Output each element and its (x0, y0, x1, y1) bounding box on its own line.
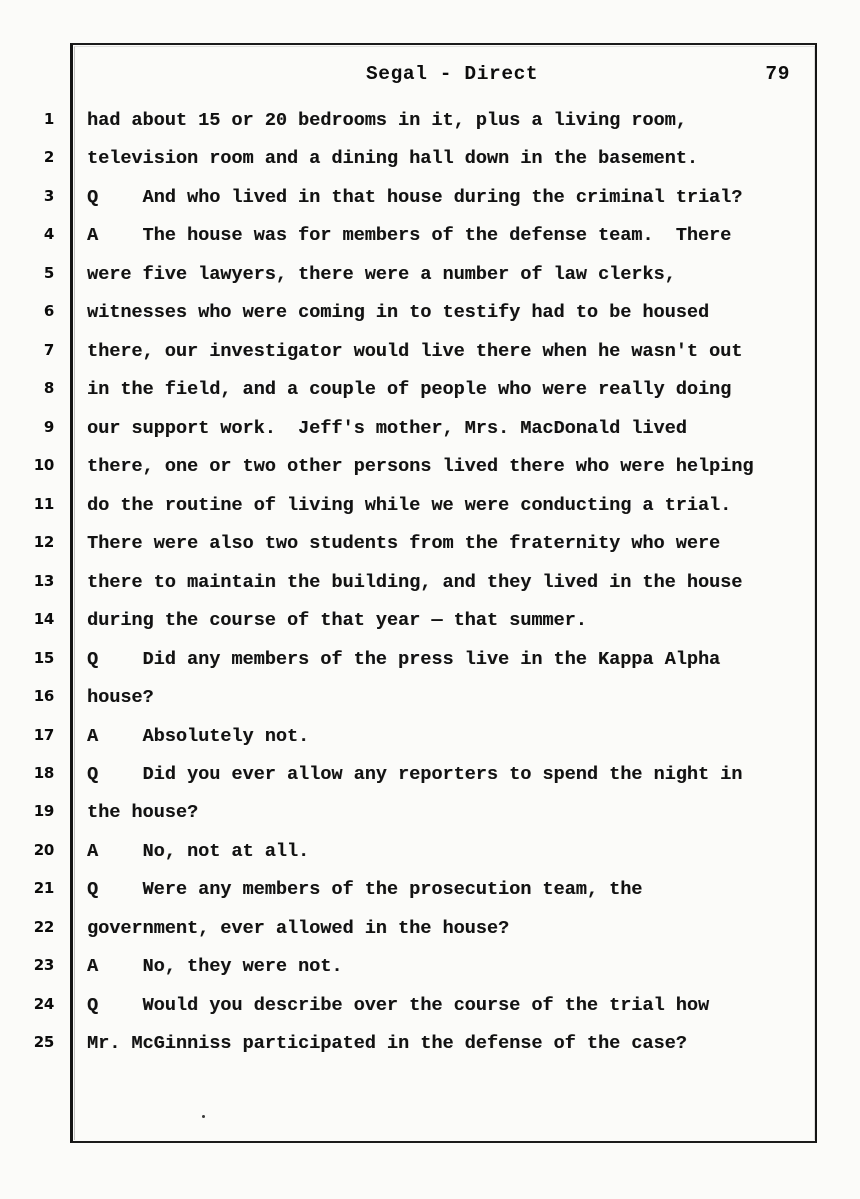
page-border-frame (70, 43, 817, 1143)
transcript-line: there to maintain the building, and they lived in the house (87, 571, 743, 593)
transcript-line: our support work. Jeff's mother, Mrs. MacDonald lived (87, 417, 687, 439)
line-number: 5 (43, 263, 54, 282)
transcript-line: A No, they were not. (87, 956, 343, 978)
transcript-line: Q Did any members of the press live in the Kappa Alpha (87, 648, 721, 670)
line-number: 15 (33, 648, 54, 667)
line-number: 12 (33, 533, 54, 552)
transcript-line: the house? (87, 802, 199, 824)
transcript-line: during the course of that year — that summer. (87, 610, 587, 632)
line-number: 16 (33, 687, 54, 706)
line-number: 19 (33, 802, 54, 821)
transcript-line: there, one or two other persons lived there who were helping (87, 456, 754, 478)
line-number: 11 (33, 494, 54, 513)
line-number: 23 (33, 956, 54, 975)
line-number: 8 (43, 379, 54, 398)
page-header (70, 63, 817, 93)
transcript-line: in the field, and a couple of people who were really doing (87, 379, 732, 401)
transcript-line: A No, not at all. (87, 840, 310, 862)
transcript-line: Q Did you ever allow any reporters to spend the night in (87, 763, 743, 785)
transcript-line: A The house was for members of the defense team. There (87, 225, 732, 247)
transcript-line: A Absolutely not. (87, 725, 310, 747)
line-number: 17 (33, 725, 54, 744)
line-number: 10 (33, 456, 54, 475)
line-number: 2 (43, 148, 54, 167)
page-title: Segal - Direct (366, 63, 539, 85)
transcript-line: government, ever allowed in the house? (87, 917, 510, 939)
transcript-line: There were also two students from the fraternity who were (87, 533, 721, 555)
line-number: 6 (43, 302, 54, 321)
transcript-line: do the routine of living while we were conducting a trial. (87, 494, 732, 516)
line-number: 14 (33, 610, 54, 629)
transcript-line: Q And who lived in that house during the criminal trial? (87, 186, 743, 208)
line-number: 3 (43, 186, 54, 205)
scan-speck (202, 1115, 205, 1118)
line-number: 13 (33, 571, 54, 590)
line-number: 9 (43, 417, 54, 436)
transcript-line: Mr. McGinniss participated in the defense of the case? (87, 1033, 687, 1055)
transcript-line: had about 15 or 20 bedrooms in it, plus a living room, (87, 110, 687, 131)
line-number: 4 (43, 225, 54, 244)
line-number: 18 (33, 763, 54, 782)
transcript-line: were five lawyers, there were a number of law clerks, (87, 263, 676, 285)
line-number: 21 (33, 879, 54, 898)
transcript-line: there, our investigator would live there when he wasn't out (87, 340, 743, 362)
transcript-line: Q Were any members of the prosecution team, the (87, 879, 643, 901)
transcript-line: witnesses who were coming in to testify had to be housed (87, 302, 710, 324)
line-number-gutter (0, 0, 70, 1199)
transcript-line: Q Would you describe over the course of the trial how (87, 994, 710, 1016)
line-number: 7 (43, 340, 54, 359)
line-number: 20 (33, 840, 54, 859)
line-number: 24 (33, 994, 54, 1013)
transcript-line: television room and a dining hall down in the basement. (87, 148, 698, 170)
line-number: 22 (33, 917, 54, 936)
line-number: 1 (43, 110, 54, 128)
transcript-line: house? (87, 687, 154, 709)
line-number: 25 (33, 1033, 54, 1052)
page-number: 79 (765, 63, 790, 85)
